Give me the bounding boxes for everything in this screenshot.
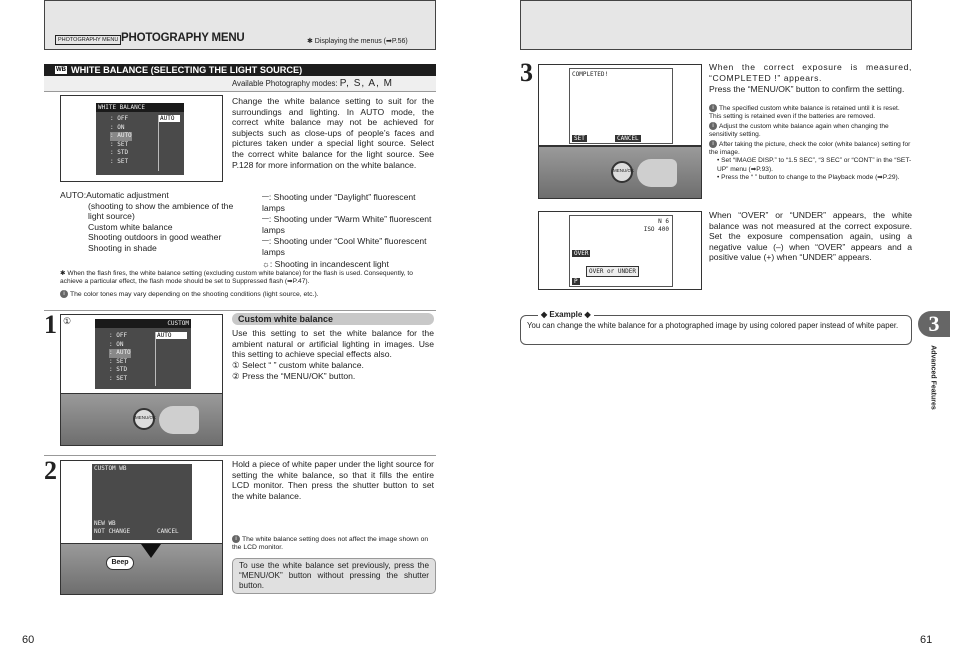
lcd-iso: ISO 400 [643,226,669,233]
wb-icon: WB [56,67,66,73]
bullet-item: • Set “IMAGE DISP.” to “1.5 SEC”, “3 SEC” or “CONT” in the “SET-UP” menu (➡P.93). [717,157,912,173]
note-icon: i [709,122,717,130]
modes-value: P, S, A, M [339,78,393,89]
camera-back-photo-2 [538,146,702,199]
note-icon: i [232,535,240,543]
def-item: Shooting outdoors in good weather [88,232,222,243]
wb-row: : OFF [110,115,129,122]
example-label: ◆ Example ◆ [538,310,594,319]
new-wb-line: NEW WB [94,520,116,527]
modes-line [232,78,393,89]
right-header-band [520,0,912,50]
display-note: ✱ Displaying the menus (➡P.56) [307,38,408,45]
wb-menu-lcd [96,103,184,175]
lcd-mode: P [574,278,578,285]
step1-item2: ② Press the “MENU/OK” button. [232,371,356,381]
completed-screen [538,64,702,146]
custom-row: : OFF [109,332,128,339]
over-under-text: When “OVER” or “UNDER” appears, the white balance was not measured at the correct exposure. Set the exposure compensation again, using a negative value (–) when “OVER” appears and a positive value (+) when “UNDER” appears. [709,210,912,263]
lcd-over-tag: OVER [574,250,589,257]
step2-number: 2 [44,456,57,485]
lcd-set: SET [574,135,585,142]
custom-wb-title: CUSTOM WB [94,465,127,472]
wb-row: : ON [110,123,125,131]
def-item: 𝄖: Shooting under “Daylight” fluorescent lamps [262,192,416,213]
step2-text: Hold a piece of white paper under the light source for setting the white balance, so that it fills the entire LCD monitor. Then press the shutter button to set the white balance. [232,459,434,501]
note-icon: i [709,140,717,148]
step3-text2: Press the “MENU/OK” button to confirm the setting. [709,84,905,94]
over-under-screen [538,211,702,290]
step2-divider [44,455,436,456]
wb-row: : AUTO [110,132,132,139]
step1-text: Use this setting to set the white balance for the ambient natural or artificial lighting in images. Use this setting to achieve special effects also. [232,328,434,360]
step3-number: 3 [520,58,533,87]
modes-label: Available Photography modes: [232,79,338,88]
fluorescent-icon: 𝄖 [262,192,269,202]
custom-wb-screen [92,464,192,540]
custom-row: : SET [109,357,128,365]
custom-lcd-rows [109,332,131,383]
fluorescent-icon: 𝄖 [262,214,269,225]
completed-lcd [569,68,673,144]
cancel-line: CANCEL [157,528,179,535]
wb-menu-screen [60,95,223,182]
not-change-line: NOT CHANGE [94,528,131,535]
step1-marker-a: ① [63,316,72,326]
lcd-cancel: CANCEL [617,135,639,142]
camera-back-photo [60,393,223,446]
note-item: i After taking the picture, check the color (white balance) setting for the image. [709,141,911,157]
note-icon: i [709,104,717,112]
step2-note: i The white balance setting does not affect the image shown on the LCD monitor. [232,535,429,552]
def-item: (shooting to show the ambience of the light source) [88,200,234,222]
custom-lcd-title: CUSTOM [95,319,191,328]
thumb-icon [159,406,199,434]
beep-bubble: Beep [106,556,134,570]
fluorescent-icon: 𝄖 [262,236,269,247]
def-item: 𝄖: Shooting under “Cool White” fluorescent lamps [262,236,427,257]
wb-row: : SET [110,157,129,165]
custom-row: : AUTO [109,349,131,356]
note-icon: i [60,290,68,298]
page-header-title: PHOTOGRAPHY MENU [121,32,245,44]
def-item: ☼: Shooting in incandescent light [262,258,389,269]
custom-opt-auto: AUTO [156,332,187,339]
note-item: i The specified custom white balance is retained until it is reset. This setting is retained even if the batteries are removed. [709,104,900,120]
menu-tag: PHOTOGRAPHY MENU [55,35,121,45]
wb-menu-rows [110,115,132,166]
def-item: 𝄖: Shooting under “Warm White” fluorescent lamps [262,214,432,235]
over-under-lcd [569,215,673,287]
completed-text: COMPLETED! [572,71,609,78]
down-arrow-icon [141,544,161,558]
custom-row: : SET [109,374,128,382]
wb-option-auto: AUTO [159,115,180,122]
custom-row: : ON [109,340,124,348]
wb-row: : SET [110,140,129,148]
wb-row: : STD [110,149,129,156]
wb-option-list [158,115,180,171]
step3-notes [709,104,912,182]
def-item: Custom white balance [88,221,173,232]
section-title: WHITE BALANCE (SELECTING THE LIGHT SOURCE) [71,65,303,75]
thumb-icon [637,159,677,187]
step2-box: To use the white balance set previously, press the “MENU/OK” button without pressing the shutter button. [232,558,436,594]
chapter-tab: 3 [918,311,950,337]
step1-item1: ① Select “ ” custom white balance. [232,360,364,370]
bullet-item: • Press the “ ” button to change to the Playback mode (➡P.29). [717,173,900,181]
step3-text1: When the correct exposure is measured, “COMPLETED !” appears. [709,62,912,83]
wb-menu-title: WHITE BALANCE [96,103,184,112]
chapter-label: Advanced Features [929,345,937,410]
page-number-right: 61 [920,634,933,646]
lcd-frames: N 6 [658,218,669,225]
def-item: Shooting in shade [88,242,157,253]
def-item: AUTO:Automatic adjustment [60,190,169,200]
defs-right [262,192,436,269]
note-item: i Adjust the custom white balance again when changing the sensitivity setting. [709,122,889,139]
step1-number: 1 [44,310,57,339]
custom-wb-lcd [95,319,191,389]
step1-heading: Custom white balance [232,313,434,325]
step1-divider [44,310,436,311]
page-number-left: 60 [22,634,35,646]
defs-left [60,190,240,254]
flash-note: ✱ When the flash fires, the white balance setting (excluding custom white balance) for the flash is used. Consequently, to achieve a particular effect, the flash mode should be set to Suppressed flash (➡P.47). [60,270,413,286]
custom-row: : STD [109,366,128,373]
lcd-over-under: OVER or UNDER [586,266,639,277]
intro-text: Change the white balance setting to suit for the surroundings and lighting. In AUTO mode, the correct white balance may not be achieved for subjects such as close-ups of people’s faces and pictures taken under a special light source. Select the correct white balance for the light source. See P.128 for more information on the white balance. [232,96,434,170]
bulb-icon: ☼ [262,258,270,269]
custom-opt-list [155,332,187,386]
color-note: i The color tones may vary depending on the shooting conditions (light source, etc.). [60,290,436,299]
shutter-photo [60,543,223,595]
menu-ok-button-2: MENU/OK [611,161,633,183]
example-text: You can change the white balance for a photographed image by using colored paper instead of white paper. [527,321,899,330]
menu-ok-button: MENU/OK [133,408,155,430]
